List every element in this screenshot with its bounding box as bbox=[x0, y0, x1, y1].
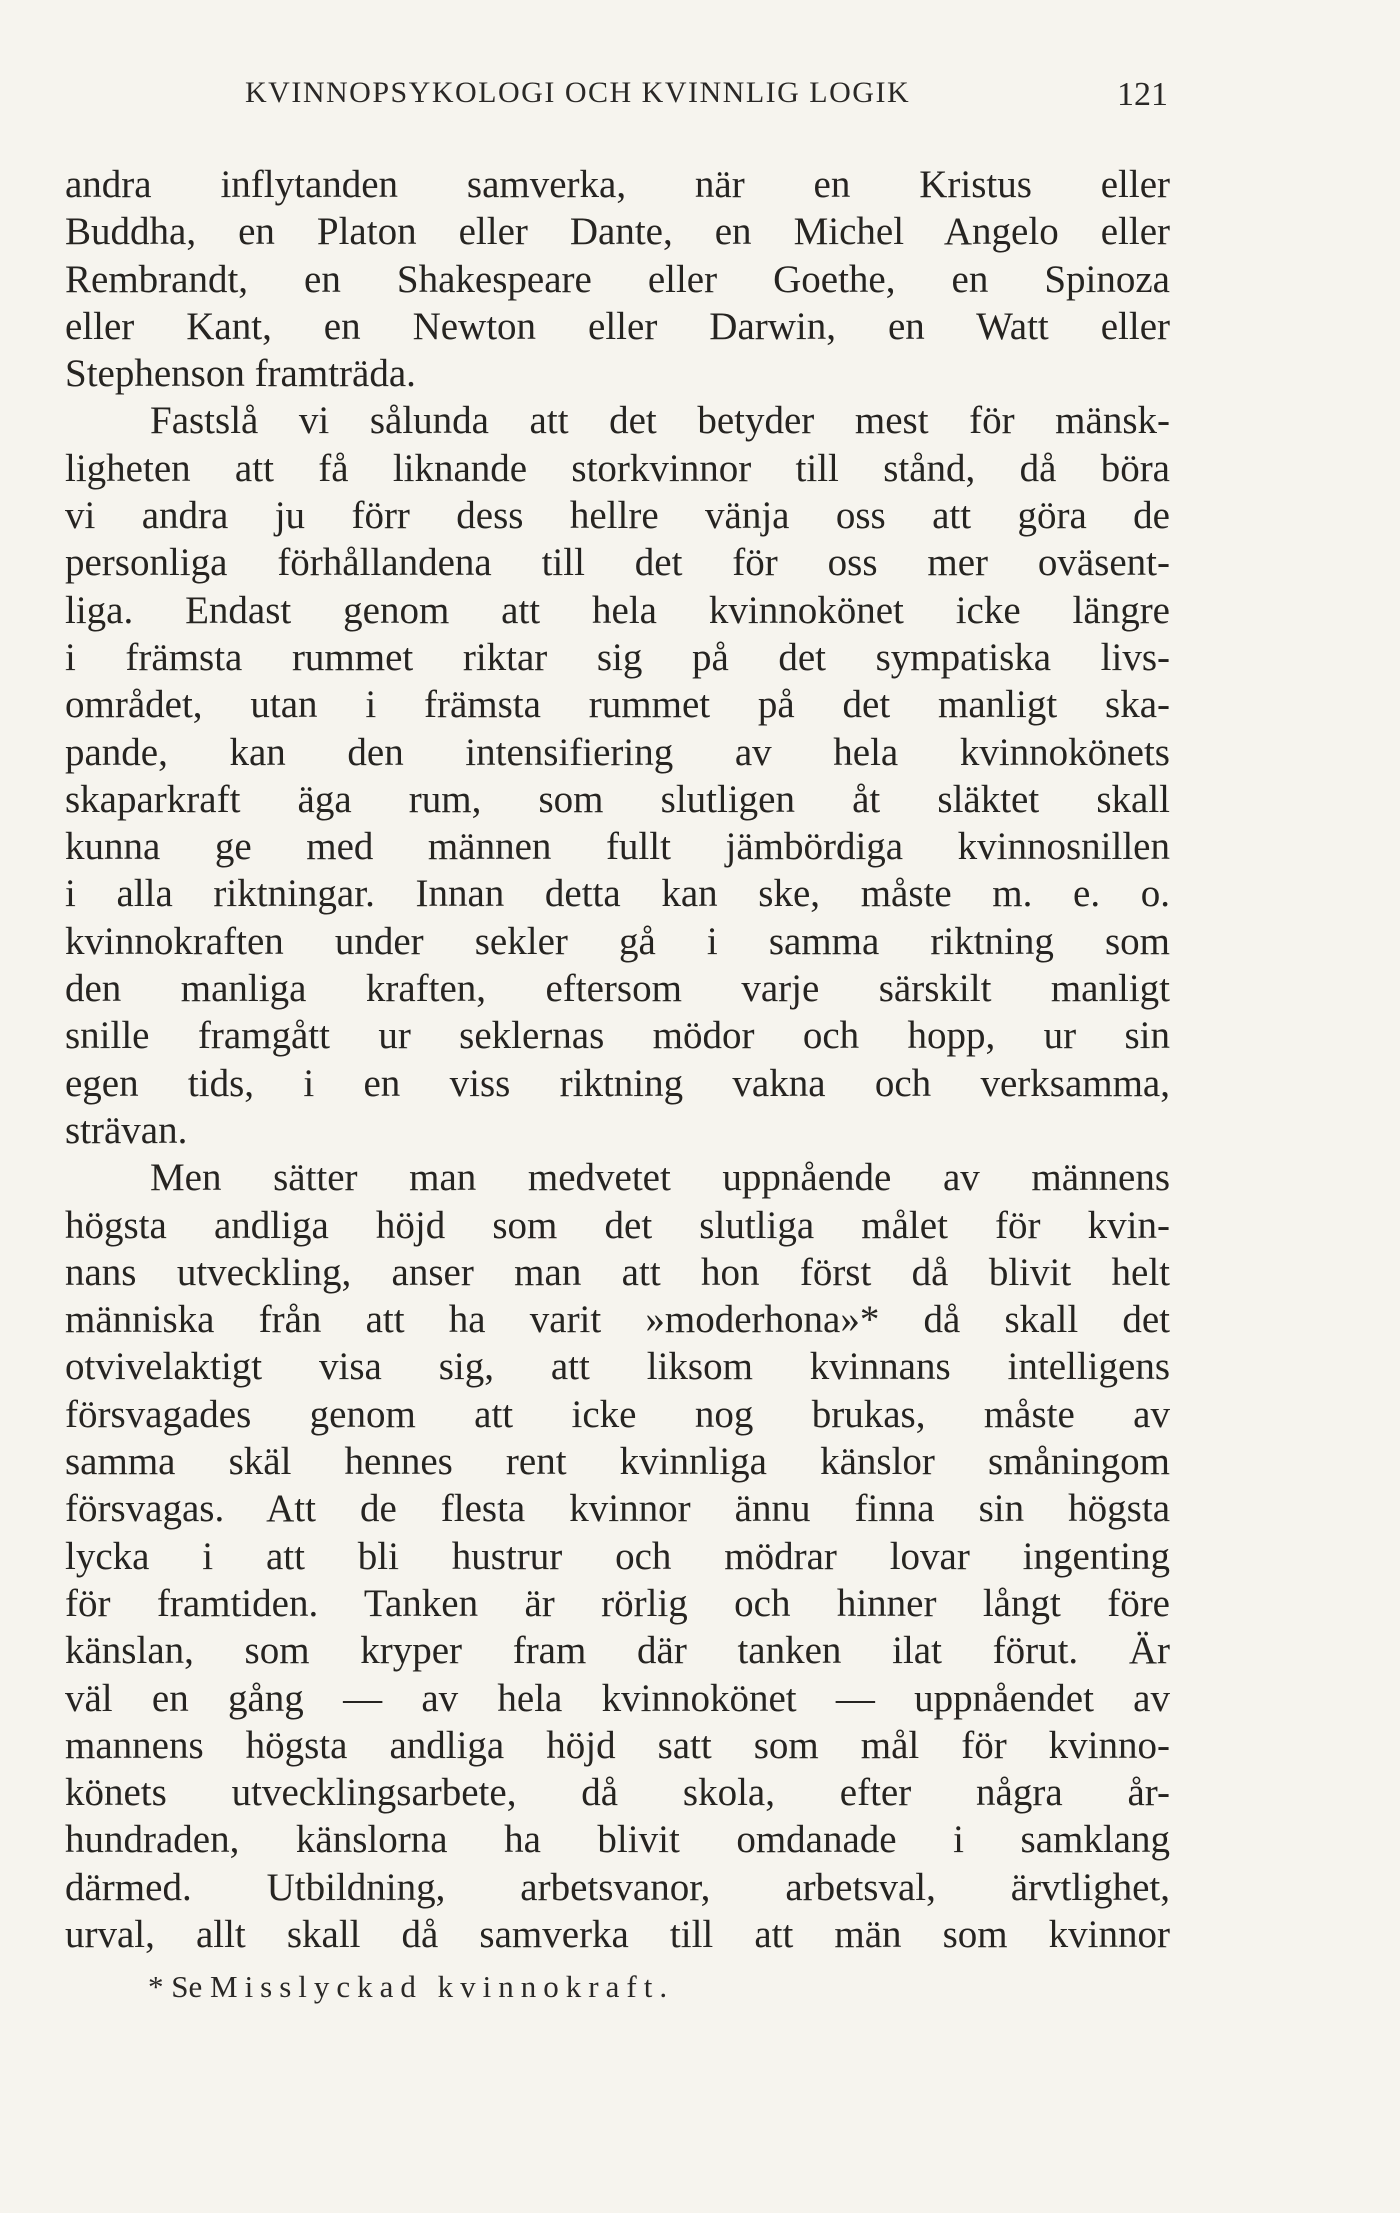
text-line: känslan, som kryper fram där tanken ilat förut. Är bbox=[65, 1629, 1170, 1673]
text-line: Men sätter man medvetet uppnående av männens bbox=[150, 1156, 1170, 1200]
text-line: för framtiden. Tanken är rörlig och hinner långt före bbox=[65, 1581, 1170, 1625]
footnote-reference: Misslyckad kvinnokraft. bbox=[210, 1969, 675, 2004]
text-line: Buddha, en Platon eller Dante, en Michel Angelo eller bbox=[65, 210, 1170, 254]
text-line: kvinnokraften under sekler gå i samma riktning som bbox=[65, 919, 1170, 963]
text-line: Fastslå vi sålunda att det betyder mest för mänsk- bbox=[150, 399, 1170, 443]
text-line: i främsta rummet riktar sig på det sympatiska livs- bbox=[65, 635, 1170, 679]
paragraph bbox=[65, 397, 1170, 1154]
text-line: lycka i att bli hustrur och mödrar lovar ingenting bbox=[65, 1534, 1170, 1578]
body-text bbox=[65, 161, 1170, 1958]
text-line: personliga förhållandena till det för oss mer oväsent- bbox=[65, 541, 1170, 585]
text-line: väl en gång — av hela kvinnokönet — uppnåendet av bbox=[65, 1676, 1170, 1720]
footnote-prefix: Se bbox=[171, 1969, 203, 2004]
text-line: samma skäl hennes rent kvinnliga känslor småningom bbox=[65, 1440, 1170, 1484]
text-line: egen tids, i en viss riktning vakna och verksamma, bbox=[65, 1061, 1170, 1105]
text-line: högsta andliga höjd som det slutliga målet för kvin- bbox=[65, 1203, 1170, 1247]
paragraph bbox=[65, 1154, 1170, 1958]
text-line: försvagades genom att icke nog brukas, måste av bbox=[65, 1392, 1170, 1436]
text-line: urval, allt skall då samverka till att män som kvinnor bbox=[65, 1912, 1170, 1956]
text-line: Stephenson framträda. bbox=[65, 352, 416, 396]
text-line: ligheten att få liknande storkvinnor till stånd, då böra bbox=[65, 446, 1170, 490]
text-line: försvagas. Att de flesta kvinnor ännu finna sin högsta bbox=[65, 1487, 1170, 1531]
text-line: andra inflytanden samverka, när en Kristus eller bbox=[65, 163, 1170, 206]
text-line: hundraden, känslorna ha blivit omdanade i samklang bbox=[65, 1818, 1170, 1862]
running-header: KVINNOPSYKOLOGI OCH KVINNLIG LOGIK bbox=[245, 76, 911, 109]
text-line: området, utan i främsta rummet på det manligt ska- bbox=[65, 683, 1170, 727]
text-line: könets utvecklingsarbete, då skola, efter några år- bbox=[65, 1771, 1170, 1815]
text-line: mannens högsta andliga höjd satt som mål för kvinno- bbox=[65, 1723, 1170, 1767]
text-line: eller Kant, en Newton eller Darwin, en Watt eller bbox=[65, 304, 1170, 348]
text-line: Rembrandt, en Shakespeare eller Goethe, en Spinoza bbox=[65, 257, 1170, 301]
page-number: 121 bbox=[1117, 76, 1168, 113]
footnote-marker: * bbox=[148, 1969, 164, 2004]
text-line: snille framgått ur seklernas mödor och hopp, ur sin bbox=[65, 1014, 1170, 1058]
text-line: skaparkraft äga rum, som slutligen åt släktet skall bbox=[65, 777, 1170, 821]
text-line: därmed. Utbildning, arbetsvanor, arbetsval, ärvtlighet, bbox=[65, 1865, 1170, 1909]
paragraph bbox=[65, 161, 1170, 397]
text-line: kunna ge med männen fullt jämbördiga kvinnosnillen bbox=[65, 825, 1170, 869]
footnote bbox=[148, 1969, 1048, 2005]
text-line: pande, kan den intensifiering av hela kvinnokönets bbox=[65, 730, 1170, 774]
text-line: strävan. bbox=[65, 1108, 188, 1152]
text-line: i alla riktningar. Innan detta kan ske, måste m. e. o. bbox=[65, 872, 1170, 916]
text-line: vi andra ju förr dess hellre vänja oss att göra de bbox=[65, 494, 1170, 538]
text-line: otvivelaktigt visa sig, att liksom kvinnans intelligens bbox=[65, 1345, 1170, 1389]
text-line: människa från att ha varit »moderhona»* då skall det bbox=[65, 1298, 1170, 1342]
text-line: den manliga kraften, eftersom varje särskilt manligt bbox=[65, 967, 1170, 1011]
text-line: nans utveckling, anser man att hon först då blivit helt bbox=[65, 1250, 1170, 1294]
text-line: liga. Endast genom att hela kvinnokönet icke längre bbox=[65, 588, 1170, 632]
